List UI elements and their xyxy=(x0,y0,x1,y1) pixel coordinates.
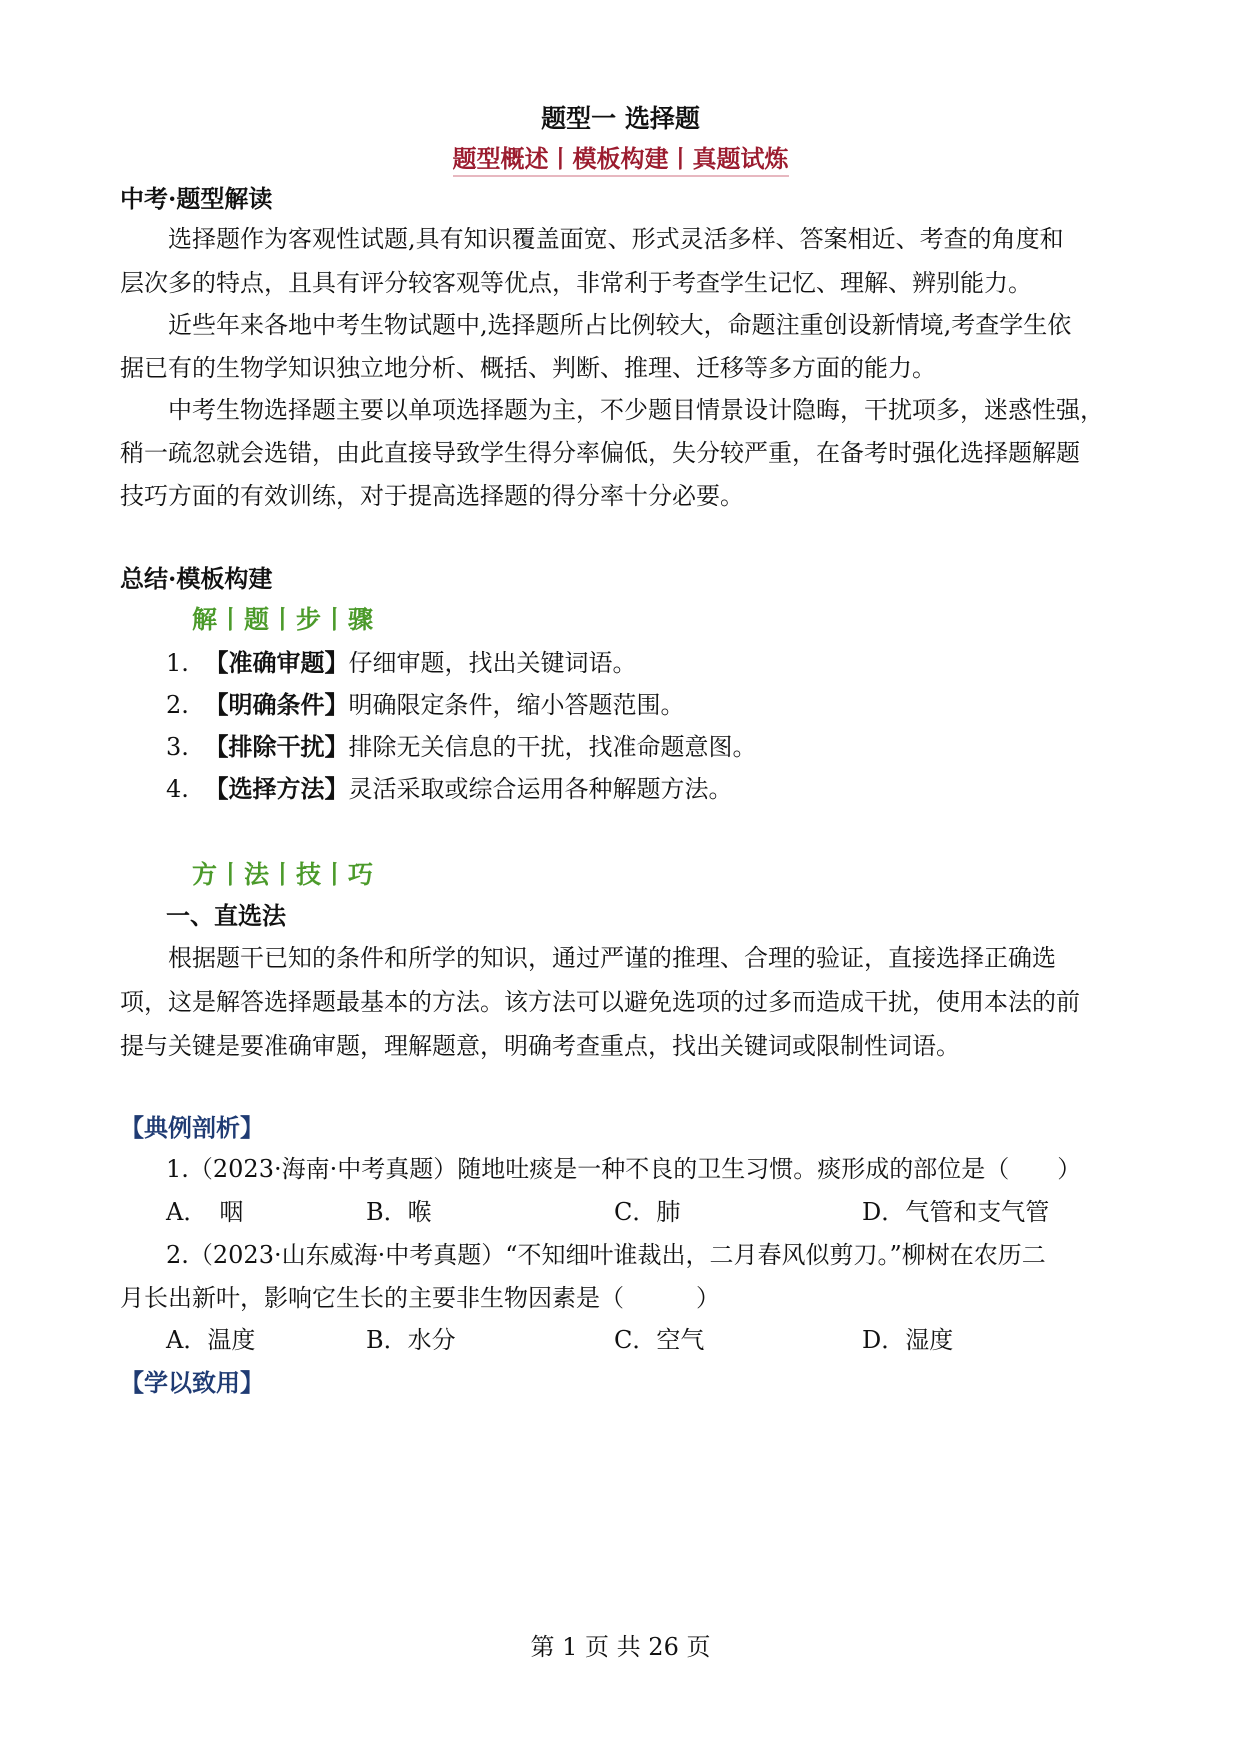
paragraph-line: 根据题干已知的条件和所学的知识，通过严谨的推理、合理的验证，直接选择正确选 xyxy=(168,944,1056,972)
section-heading-interpretation: 中考·题型解读 xyxy=(120,184,273,213)
paragraph-line: 提与关键是要准确审题，理解题意，明确考查重点，找出关键词或限制性词语。 xyxy=(120,1032,960,1060)
section-heading-template: 总结·模板构建 xyxy=(120,564,273,593)
paragraph-line: 层次多的特点，且具有评分较客观等优点，非常利于考查学生记忆、理解、辨别能力。 xyxy=(120,269,1032,297)
step-key: 【明确条件】 xyxy=(204,690,349,719)
subtitle-text: 题型概述丨模板构建丨真题试炼 xyxy=(453,144,789,177)
steps-title: 解丨题丨步丨骤 xyxy=(192,605,375,634)
step-key: 【排除干扰】 xyxy=(204,732,349,761)
option-a: A． 咽 xyxy=(166,1198,244,1226)
step-item xyxy=(166,732,757,762)
practice-heading: 【学以致用】 xyxy=(120,1368,264,1397)
option-b: B．水分 xyxy=(366,1326,456,1354)
paragraph-line: 项，这是解答选择题最基本的方法。该方法可以避免选项的过多而造成干扰，使用本法的前 xyxy=(120,988,1080,1016)
paragraph-line: 技巧方面的有效训练，对于提高选择题的得分率十分必要。 xyxy=(120,482,744,510)
examples-heading: 【典例剖析】 xyxy=(120,1113,264,1142)
option-a: A．温度 xyxy=(166,1326,256,1354)
option-c: C．肺 xyxy=(614,1198,681,1226)
step-key: 【选择方法】 xyxy=(204,774,349,803)
step-text: 仔细审题，找出关键词语。 xyxy=(348,649,637,677)
step-item xyxy=(166,648,637,678)
option-c: C．空气 xyxy=(614,1326,705,1354)
step-text: 灵活采取或综合运用各种解题方法。 xyxy=(348,775,733,803)
method-heading-direct: 一、直选法 xyxy=(166,901,286,930)
paragraph-line: 近些年来各地中考生物试题中,选择题所占比例较大，命题注重创设新情境,考查学生依 xyxy=(168,311,1072,339)
step-number: 4. xyxy=(166,775,189,803)
option-d: D．气管和支气管 xyxy=(862,1198,1050,1226)
step-key: 【准确审题】 xyxy=(204,648,349,677)
step-number: 2. xyxy=(166,691,189,719)
step-number: 3. xyxy=(166,733,189,761)
paragraph-line: 稍一疏忽就会选错，由此直接导致学生得分率偏低，失分较严重，在备考时强化选择题解题 xyxy=(120,439,1080,467)
question-stem-continued: 月长出新叶，影响它生长的主要非生物因素是（ ） xyxy=(120,1284,720,1312)
step-text: 明确限定条件，缩小答题范围。 xyxy=(348,691,685,719)
step-item xyxy=(166,690,685,720)
question-stem: 1.（2023·海南·中考真题）随地吐痰是一种不良的卫生习惯。痰形成的部位是（ ） xyxy=(166,1155,1082,1183)
step-item xyxy=(166,774,733,804)
step-text: 排除无关信息的干扰，找准命题意图。 xyxy=(348,733,757,761)
page-title: 题型一 选择题 xyxy=(541,104,700,133)
option-b: B．喉 xyxy=(366,1198,432,1226)
paragraph-line: 据已有的生物学知识独立地分析、概括、判断、推理、迁移等多方面的能力。 xyxy=(120,354,936,382)
option-d: D．湿度 xyxy=(862,1326,954,1354)
paragraph-line: 中考生物选择题主要以单项选择题为主，不少题目情景设计隐晦，干扰项多，迷惑性强， xyxy=(168,396,1104,424)
step-number: 1. xyxy=(166,649,189,677)
page-number-footer: 第 1 页 共 26 页 xyxy=(530,1633,711,1661)
question-stem: 2.（2023·山东威海·中考真题）“不知细叶谁裁出，二月春风似剪刀。”柳树在农历二 xyxy=(166,1241,1046,1269)
page-subtitle xyxy=(0,144,1241,174)
paragraph-line: 选择题作为客观性试题,具有知识覆盖面宽、形式灵活多样、答案相近、考查的角度和 xyxy=(168,225,1064,253)
methods-title: 方丨法丨技丨巧 xyxy=(192,860,375,889)
